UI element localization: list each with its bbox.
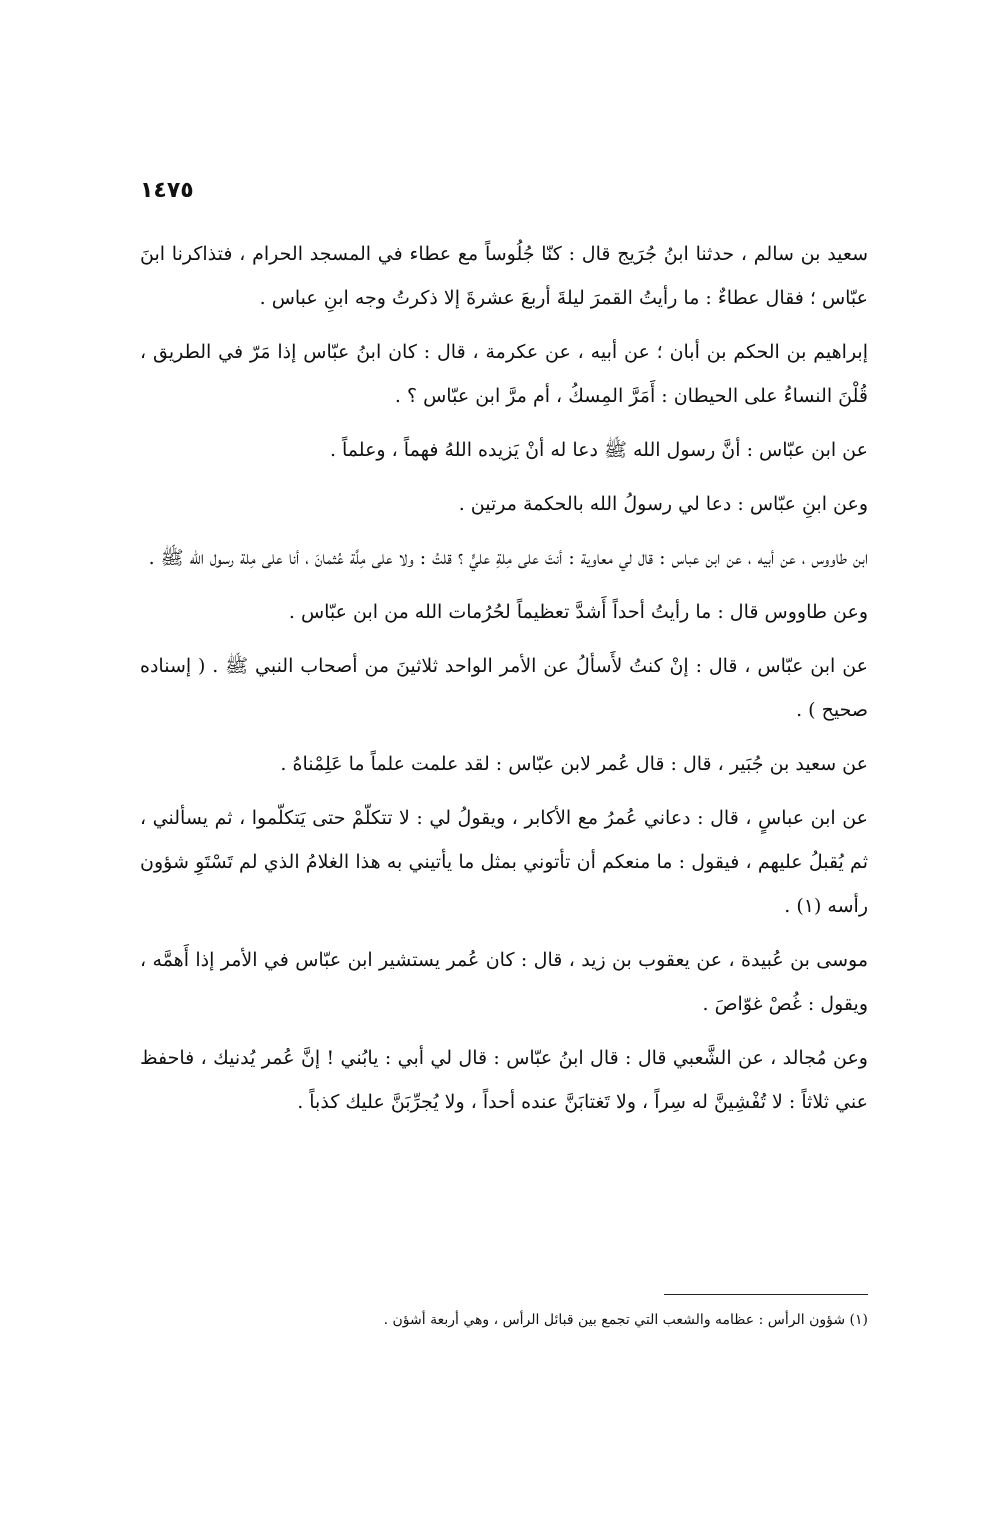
paragraph: وعن طاووس قال : ما رأيتُ أحداً أَشدَّ تعظيماً لحُرُمات الله من ابن عبّاس .: [288, 601, 868, 623]
page-number: ١٤٧٥: [140, 178, 194, 203]
paragraph: عن ابن عباسٍ ، قال : دعاني عُمرُ مع الأكابر ، ويقولُ لي : لا تتكلّمْ حتى يَتكلّموا ، ثم يسألني ، ثم يُقبلُ عليهم ، فيقول : ما منعكم أن تأتوني بمثل ما يأتيني به هذا الغلامُ الذي لم تَسْتَوِ شؤون رأسه (١) .: [140, 807, 868, 917]
main-text: [140, 232, 868, 1134]
paragraph: وعن ابنِ عبّاس : دعا لي رسولُ الله بالحكمة مرتين .: [458, 493, 868, 515]
footnote-divider: [664, 1294, 868, 1295]
paragraph: عن سعيد بن جُبَير ، قال : قال عُمر لابن عبّاس : لقد علمت علماً ما عَلِمْناهُ .: [280, 753, 868, 775]
paragraph: عن ابن عبّاس ، قال : إنْ كنتُ لأَسألُ عن الأمر الواحد ثلاثينَ من أصحاب النبي ﷺ . ( إسناده صحيح ) .: [140, 655, 868, 721]
paragraph: إبراهيم بن الحكم بن أبان ؛ عن أبيه ، عن عكرمة ، قال : كان ابنُ عبّاس إذا مَرّ في الطريق ، قُلْنَ النساءُ على الحيطان : أَمَرَّ المِسكُ ، أم مرَّ ابن عبّاس ؟ .: [140, 341, 868, 407]
paragraph: موسى بن عُبيدة ، عن يعقوب بن زيد ، قال : كان عُمر يستشير ابن عبّاس في الأمر إذا أَهمَّه ، ويقول : غُصْ غوّاصَ .: [140, 949, 868, 1015]
paragraph: عن ابن عبّاس : أنَّ رسول الله ﷺ دعا له أنْ يَزيده اللهُ فهماً ، وعلماً .: [329, 439, 868, 461]
paragraph: وعن مُجالد ، عن الشَّعبي قال : قال ابنُ عبّاس : قال لي أبي : يابُني ! إنَّ عُمر يُدنيك ، فاحفظ عني ثلاثاً : لا تُفْشِينَّ له سِراً ، ولا تَغتابَنَّ عنده أحداً ، ولا يُجرِّبَنَّ عليك كذباً .: [140, 1047, 868, 1113]
paragraph: ابن طاووس ، عن أبيه ، عن ابن عباس : قال لي معاوية : أنتَ على مِلةِ عليٍّ ؟ قلتُ : ولا على مِلَّة عُثمانَ ، أنا على مِلة رسول الله ﷺ .: [148, 547, 868, 569]
footnote: (١) شؤون الرأس : عظامه والشعب التي تجمع بين قبائل الرأس ، وهي أربعة أشؤن .: [383, 1312, 868, 1328]
paragraph: سعيد بن سالم ، حدثنا ابنُ جُرَيج قال : كنّا جُلُوساً مع عطاء في المسجد الحرام ، فتذاكرنا ابنَ عبّاس ؛ فقال عطاءٌ : ما رأيتُ القمرَ ليلةَ أربعَ عشرةَ إلا ذكرتُ وجه ابنِ عباس .: [140, 243, 868, 309]
